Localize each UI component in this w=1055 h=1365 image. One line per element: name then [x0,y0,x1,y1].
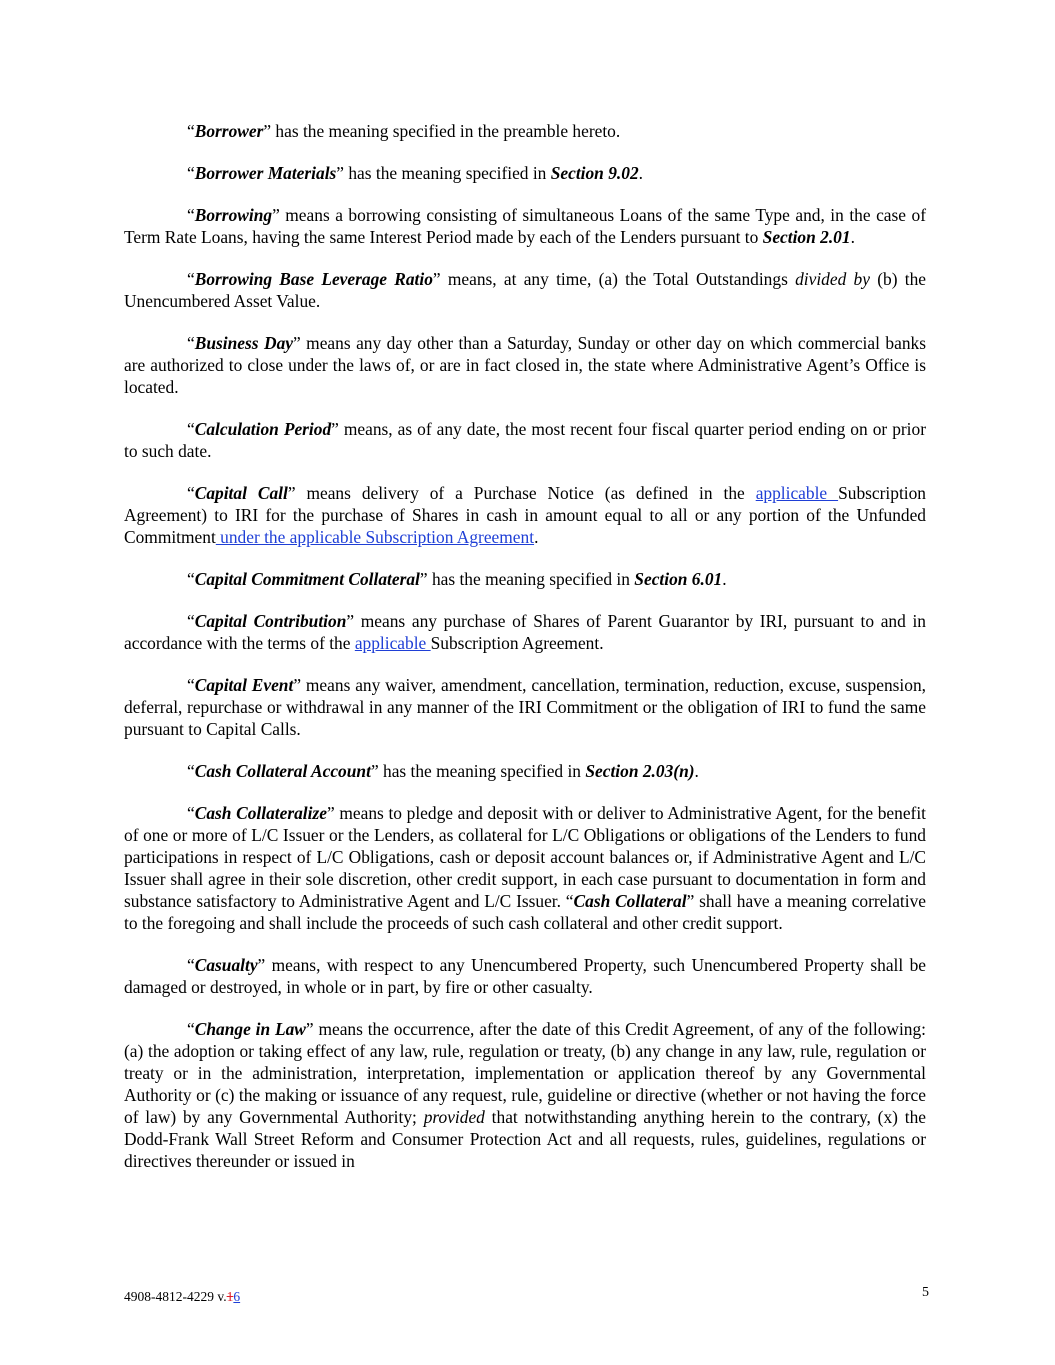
term: Borrowing Base Leverage Ratio [194,269,433,289]
inserted-text: applicable [755,483,839,503]
definition-capital-contribution: “Capital Contribution” means any purchase of Shares of Parent Guarantor by IRI, pursuant to and in accordance with the terms of the applicable Subscription Agreement. [124,611,926,653]
deleted-version: 1 [226,1289,234,1304]
definition-capital-call: “Capital Call” means delivery of a Purchase Notice (as defined in the applicable Subscription Agreement) to IRI for the purchase of Shares in cash in amount equal to all or any portion of the Unfunded Commitment under the applicable Subscription Agreement. [124,483,926,547]
term: Cash Collateral Account [194,761,371,781]
term: Borrower Materials [194,163,337,183]
document-id: 4908-4812-4229 v.16 [124,1289,241,1304]
definition-change-in-law: “Change in Law” means the occurrence, after the date of this Credit Agreement, of any of the following: (a) the adoption or taking effect of any law, rule, regulation or treaty, (b) any change in any law, rule, regulation or treaty or in the administration, interpretation, implementation or application thereof by any Governmental Authority or (c) the making or issuance of any request, rule, guideline or directive (whether or not having the force of law) by any Governmental Authority; provided that notwithstanding anything herein to the contrary, (x) the Dodd-Frank Wall Street Reform and Consumer Protection Act and all requests, rules, guidelines, regulations or directives thereunder or issued in [124,1019,927,1171]
term: Cash Collateral [573,891,687,911]
term: Borrowing [194,205,273,225]
inserted-version: 6 [233,1289,241,1304]
term: Change in Law [194,1019,306,1039]
definition-casualty: “Casualty” means, with respect to any Unencumbered Property, such Unencumbered Property shall be damaged or destroyed, in whole or in part, by fire or other casualty. [124,955,926,997]
term: Casualty [194,955,258,975]
document-page [124,120,926,1192]
definition-capital-event: “Capital Event” means any waiver, amendment, cancellation, termination, reduction, excuse, suspension, deferral, repurchase or withdrawal in any manner of the IRI Commitment or the obligation of IRI to fund the same pursuant to Capital Calls. [124,675,926,739]
term: Cash Collateralize [194,803,327,823]
definition-borrower-materials: “Borrower Materials” has the meaning specified in Section 9.02. [187,163,643,183]
inserted-text: under the applicable Subscription Agreement [215,527,535,547]
section-reference: Section 9.02 [550,163,639,183]
term: Calculation Period [194,419,332,439]
term: Borrower [194,121,264,141]
definition-business-day: “Business Day” means any day other than a Saturday, Sunday or other day on which commercial banks are authorized to close under the laws of, or are in fact closed in, the state where Administrative Agent’s Office is located. [124,333,926,397]
section-reference: Section 2.03(n) [585,761,695,781]
section-reference: Section 2.01 [762,227,851,247]
definition-borrowing: “Borrowing” means a borrowing consisting of simultaneous Loans of the same Type and, in the case of Term Rate Loans, having the same Interest Period made by each of the Lenders pursuant to Section 2.01. [124,205,926,247]
section-reference: Section 6.01 [634,569,723,589]
term: Capital Contribution [194,611,347,631]
definition-borrowing-base-leverage-ratio: “Borrowing Base Leverage Ratio” means, at any time, (a) the Total Outstandings divided by (b) the Unencumbered Asset Value. [124,269,926,311]
term: Capital Event [194,675,294,695]
definition-cash-collateralize: “Cash Collateralize” means to pledge and deposit with or deliver to Administrative Agent, for the benefit of one or more of L/C Issuer or the Lenders, as collateral for L/C Obligations or obligations of the Lenders to fund participations in respect of L/C Obligations, cash or deposit account balances or, if Administrative Agent and L/C Issuer shall agree in their sole discretion, other credit support, in each case pursuant to documentation in form and substance satisfactory to Administrative Agent and L/C Issuer. “Cash Collateral” shall have a meaning correlative to the foregoing and shall include the proceeds of such cash collateral and other credit support. [124,803,927,933]
definition-capital-commitment-collateral: “Capital Commitment Collateral” has the meaning specified in Section 6.01. [187,569,727,589]
term: Capital Commitment Collateral [194,569,420,589]
definition-borrower: “Borrower” has the meaning specified in the preamble hereto. [187,121,621,141]
definition-calculation-period: “Calculation Period” means, as of any date, the most recent four fiscal quarter period ending on or prior to such date. [124,419,926,461]
inserted-text: applicable [354,633,431,653]
term: Business Day [194,333,293,353]
page-number: 5 [922,1285,929,1300]
term: Capital Call [194,483,288,503]
definition-cash-collateral-account: “Cash Collateral Account” has the meaning specified in Section 2.03(n). [187,761,699,781]
